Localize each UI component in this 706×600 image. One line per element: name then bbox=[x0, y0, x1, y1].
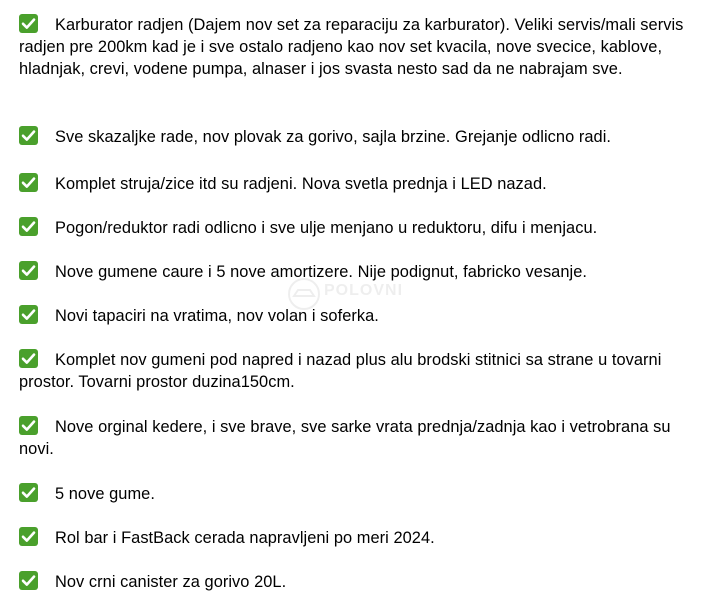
check-mark-icon bbox=[19, 173, 38, 192]
list-item-text: Karburator radjen (Dajem nov set za reparaciju za karburator). Veliki servis/mali servis radjen pre 200km kad je i sve ostalo radjeno kao nov set kvacila, nove svecice, kablove, hladnjak, crevi, vodene pumpa, alnaser i jos svasta nesto sad da ne nabrajam sve. bbox=[19, 16, 684, 78]
list-item-text: Sve skazaljke rade, nov plovak za gorivo, sajla brzine. Grejanje odlicno radi. bbox=[55, 128, 612, 146]
list-item-text: Nove orginal kedere, i sve brave, sve sarke vrata prednja/zadnja kao i vetrobrana su novi. bbox=[19, 418, 671, 458]
list-item-text: Nov crni canister za gorivo 20L. bbox=[55, 573, 287, 591]
list-item-text: Komplet nov gumeni pod napred i nazad plus alu brodski stitnici sa strane u tovarni prostor. Tovarni prostor duzina150cm. bbox=[19, 351, 662, 391]
list-item-text: Nove gumene caure i 5 nove amortizere. Nije podignut, fabricko vesanje. bbox=[55, 263, 587, 281]
watermark-text: POLOVNI bbox=[324, 282, 404, 299]
check-mark-icon bbox=[19, 305, 38, 324]
check-mark-icon bbox=[19, 483, 38, 502]
list-item bbox=[19, 126, 689, 148]
list-item-text: Pogon/reduktor radi odlicno i sve ulje menjano u reduktoru, difu i menjacu. bbox=[55, 219, 598, 237]
check-mark-icon bbox=[19, 527, 38, 546]
list-item bbox=[19, 14, 689, 80]
list-item bbox=[19, 349, 689, 393]
check-mark-icon bbox=[19, 217, 38, 236]
list-item-text: Komplet struja/zice itd su radjeni. Nova svetla prednja i LED nazad. bbox=[55, 175, 547, 193]
list-item-text: 5 nove gume. bbox=[55, 485, 155, 503]
list-item bbox=[19, 483, 689, 505]
list-item-text: Rol bar i FastBack cerada napravljeni po meri 2024. bbox=[55, 529, 435, 547]
check-mark-icon bbox=[19, 416, 38, 435]
list-item bbox=[19, 173, 689, 195]
list-item bbox=[19, 416, 689, 460]
list-item bbox=[19, 261, 689, 283]
check-mark-icon bbox=[19, 261, 38, 280]
check-mark-icon bbox=[19, 571, 38, 590]
list-item bbox=[19, 527, 689, 549]
check-mark-icon bbox=[19, 126, 38, 145]
list-item-text: Novi tapaciri na vratima, nov volan i soferka. bbox=[55, 307, 379, 325]
list-item bbox=[19, 217, 689, 239]
list-item bbox=[19, 305, 689, 327]
check-mark-icon bbox=[19, 349, 38, 368]
list-item bbox=[19, 571, 689, 593]
check-mark-icon bbox=[19, 14, 38, 33]
